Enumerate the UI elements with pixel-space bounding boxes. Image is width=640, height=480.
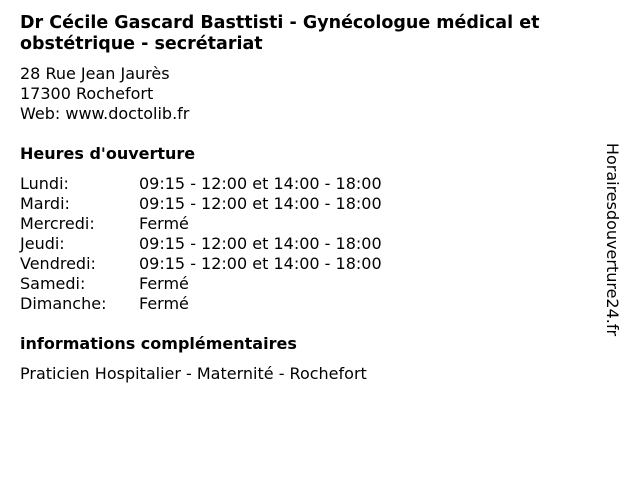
hours-value: 09:15 - 12:00 et 14:00 - 18:00 (139, 234, 382, 253)
day-label: Lundi: (20, 174, 69, 193)
day-label: Jeudi: (20, 234, 65, 253)
hours-row-vendredi (20, 254, 382, 274)
watermark (603, 134, 623, 344)
hours-row-samedi (20, 274, 382, 294)
day-label: Samedi: (20, 274, 86, 293)
day-label: Mardi: (20, 194, 70, 213)
hours-value: 09:15 - 12:00 et 14:00 - 18:00 (139, 174, 382, 193)
hours-row-dimanche (20, 294, 382, 314)
hours-value: 09:15 - 12:00 et 14:00 - 18:00 (139, 194, 382, 213)
hours-value: Fermé (139, 274, 189, 293)
day-label: Dimanche: (20, 294, 107, 313)
additional-info-heading: informations complémentaires (20, 334, 297, 353)
hours-value: Fermé (139, 294, 189, 313)
day-label: Vendredi: (20, 254, 96, 273)
day-label: Mercredi: (20, 214, 95, 233)
address-street: 28 Rue Jean Jaurès (20, 64, 170, 83)
hours-row-mercredi (20, 214, 382, 234)
address-web: Web: www.doctolib.fr (20, 104, 190, 123)
address-block (20, 64, 189, 124)
hours-row-jeudi (20, 234, 382, 254)
opening-hours-table (20, 174, 382, 314)
hours-value: 09:15 - 12:00 et 14:00 - 18:00 (139, 254, 382, 273)
hours-value: Fermé (139, 214, 189, 233)
hours-row-mardi (20, 194, 382, 214)
hours-row-lundi (20, 174, 382, 194)
address-city: 17300 Rochefort (20, 84, 154, 103)
additional-info-text: Praticien Hospitalier - Maternité - Rochefort (20, 364, 367, 383)
page-title: Dr Cécile Gascard Basttisti - Gynécologue médical et obstétrique - secrétariat (20, 13, 540, 54)
opening-hours-heading: Heures d'ouverture (20, 144, 196, 163)
watermark-text: Horairesdouverture24.fr (603, 142, 623, 336)
